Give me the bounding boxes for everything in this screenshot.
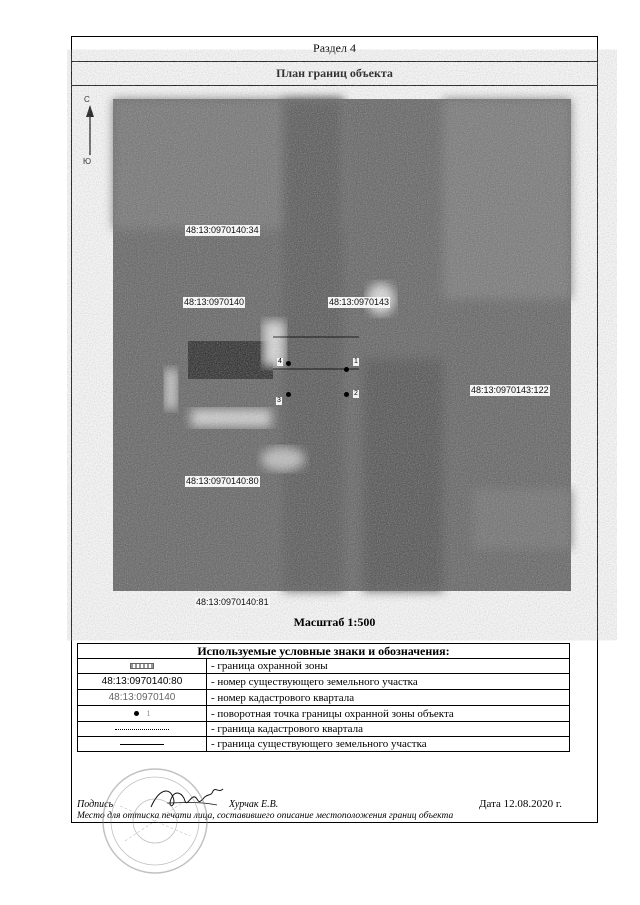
legend-row — [78, 674, 570, 690]
legend-row — [78, 690, 570, 706]
north-arrow-icon — [83, 105, 97, 157]
turning-point-3 — [286, 392, 291, 397]
signature-label: Подпись — [77, 799, 114, 810]
legend-row — [78, 706, 570, 722]
official-stamp — [100, 766, 210, 876]
turning-point-symbol-number: 1 — [146, 709, 151, 718]
plan-title: План границ объекта — [72, 61, 597, 86]
turning-point-label: 2 — [354, 390, 358, 397]
quarter-label-0970143: 48:13:0970143 — [329, 297, 390, 307]
solid-line-symbol-icon — [120, 744, 164, 745]
document-date: Дата 12.08.2020 г. — [479, 798, 562, 810]
legend-text: - граница кадастрового квартала — [207, 722, 570, 737]
compass — [80, 95, 100, 167]
aerial-photo-background — [113, 99, 571, 591]
turning-point-symbol-icon — [134, 711, 139, 716]
quarter-label-0970140: 48:13:0970140 — [184, 297, 245, 307]
legend-title: Используемые условные знаки и обозначения: — [78, 644, 570, 659]
legend-text: - граница охранной зоны — [207, 659, 570, 674]
legend-table — [77, 643, 570, 752]
turning-point-label: 3 — [277, 397, 281, 404]
security-zone-symbol-icon — [130, 663, 154, 669]
aerial-map — [113, 99, 571, 607]
legend-text: - поворотная точка границы охранной зоны объекта — [207, 706, 570, 722]
legend-row — [78, 659, 570, 674]
stamp-place-note: Место для оттиска печати лица, составившего описание местоположения границ объекта — [77, 811, 454, 821]
turning-point-label: 1 — [354, 358, 358, 365]
legend-text: - граница существующего земельного участка — [207, 737, 570, 752]
compass-south-label: Ю — [83, 157, 92, 166]
legend-text: - номер кадастрового квартала — [207, 690, 570, 706]
dotted-line-symbol-icon — [115, 729, 169, 730]
legend-text: - номер существующего земельного участка — [207, 674, 570, 690]
turning-point-1 — [344, 367, 349, 372]
turning-point-4 — [286, 361, 291, 366]
quarter-number-symbol: 48:13:0970140 — [108, 692, 176, 703]
legend-row — [78, 737, 570, 752]
turning-point-2 — [344, 392, 349, 397]
document-frame — [71, 36, 598, 823]
parcel-label-34: 48:13:0970140:34 — [186, 225, 259, 235]
parcel-label-122: 48:13:0970143:122 — [471, 385, 549, 395]
compass-north-label: С — [84, 95, 90, 104]
turning-point-label: 4 — [278, 358, 282, 365]
parcel-label-81: 48:13:0970140:81 — [196, 597, 269, 607]
map-scale: Масштаб 1:500 — [293, 615, 376, 629]
parcel-label-80: 48:13:0970140:80 — [186, 476, 259, 486]
legend-row — [78, 722, 570, 737]
section-title: Раздел 4 — [72, 37, 597, 62]
parcel-number-symbol: 48:13:0970140:80 — [101, 676, 183, 687]
signer-name: Хурчак Е.В. — [229, 799, 279, 810]
